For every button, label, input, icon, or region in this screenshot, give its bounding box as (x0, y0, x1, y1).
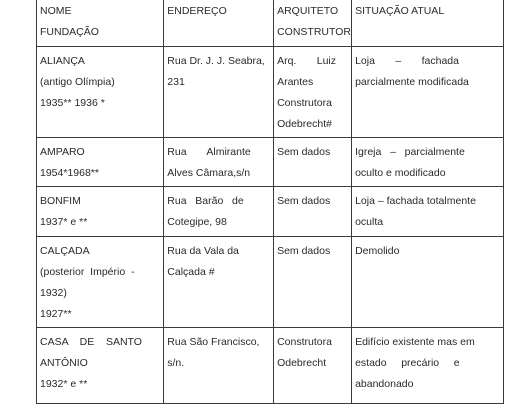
cell-address-line: 231 (167, 76, 185, 88)
cell-name-line: CASA DE SANTO (40, 336, 142, 348)
cell-status (352, 187, 504, 237)
cell-address-line: Alves Câmara,s/n (167, 167, 251, 179)
cell-address (164, 328, 274, 404)
header-arquiteto-construtor (274, 0, 352, 47)
header-construtor: CONSTRUTOR (277, 26, 351, 38)
header-name: NOME (40, 5, 72, 17)
table-header-row (37, 0, 504, 47)
cell-name (37, 237, 164, 328)
cell-address-line: Rua São Francisco, (167, 336, 260, 348)
cell-name (37, 138, 164, 187)
table-row (37, 187, 504, 237)
cell-status-line: oculta (355, 216, 384, 228)
cell-architect (274, 47, 352, 138)
cell-name-line: (posterior Império - (40, 266, 135, 278)
cell-address (164, 138, 274, 187)
cell-status-line: estado precário e (355, 357, 460, 369)
cell-name (37, 328, 164, 404)
table-row (37, 47, 504, 138)
header-fundacao: FUNDAÇÃO (40, 26, 99, 38)
cell-status-line: abandonado (355, 378, 414, 390)
cell-address-line: Cotegipe, 98 (167, 216, 227, 228)
cell-architect-line: Sem dados (277, 146, 331, 158)
header-situacao-label: SITUAÇÃO ATUAL (355, 5, 445, 17)
cell-status-line: oculto e modificado (355, 167, 446, 179)
cell-architect-line: Odebrecht (277, 357, 327, 369)
cell-status-line: parcialmente modificada (355, 76, 469, 88)
cell-address-line: Rua da Vala da (167, 245, 239, 257)
cell-architect (274, 138, 352, 187)
cell-name-line: CALÇADA (40, 245, 90, 257)
cell-name-line: 1932* e ** (40, 378, 88, 390)
cell-address-line: s/n. (167, 357, 185, 369)
cell-status-line: Loja – fachada (355, 55, 459, 67)
cell-address-line: Rua Almirante (167, 146, 251, 158)
cell-name-line: ANTÔNIO (40, 357, 88, 369)
cell-name-line: (antigo Olímpia) (40, 76, 115, 88)
cell-architect-line: Arq. Luiz (277, 55, 337, 67)
cell-address-line: Rua Barão de (167, 195, 244, 207)
cell-architect (274, 237, 352, 328)
cell-name-line: 1937* e ** (40, 216, 88, 228)
cell-status (352, 237, 504, 328)
cell-status (352, 138, 504, 187)
cell-architect-line: Odebrecht# (277, 118, 332, 130)
cell-name-line: AMPARO (40, 146, 85, 158)
cell-name (37, 187, 164, 237)
header-endereco-label: ENDEREÇO (167, 5, 227, 17)
cell-address-line: Calçada # (167, 266, 215, 278)
cell-architect-line: Arantes (277, 76, 314, 88)
cinema-table (36, 0, 504, 404)
cell-name-line: 1954*1968** (40, 167, 99, 179)
table-row (37, 138, 504, 187)
cell-architect-line: Construtora (277, 97, 332, 109)
cell-status-line: Loja – fachada totalmente (355, 195, 476, 207)
cell-address (164, 47, 274, 138)
cell-name-line: BONFIM (40, 195, 81, 207)
cell-status-line: Edifício existente mas em (355, 336, 475, 348)
cell-status (352, 47, 504, 138)
header-situacao-atual (352, 0, 504, 47)
cell-status (352, 328, 504, 404)
cell-address-line: Rua Dr. J. J. Seabra, (167, 55, 265, 67)
cell-architect-line: Sem dados (277, 195, 331, 207)
cell-name-line: ALIANÇA (40, 55, 85, 67)
cell-architect-line: Sem dados (277, 245, 331, 257)
cell-name-line: 1935** 1936 * (40, 97, 105, 109)
cell-architect (274, 187, 352, 237)
cell-address (164, 237, 274, 328)
header-endereco (164, 0, 274, 47)
cell-status-line: Igreja – parcialmente (355, 146, 465, 158)
cell-name-line: 1932) (40, 287, 67, 299)
cell-architect (274, 328, 352, 404)
table-row (37, 328, 504, 404)
cell-name-line: 1927** (40, 308, 72, 320)
cell-status-line: Demolido (355, 245, 400, 257)
header-name-fundacao (37, 0, 164, 47)
table-row (37, 237, 504, 328)
cell-name (37, 47, 164, 138)
cell-architect-line: Construtora (277, 336, 332, 348)
header-arquiteto: ARQUITETO (277, 5, 339, 17)
cell-address (164, 187, 274, 237)
